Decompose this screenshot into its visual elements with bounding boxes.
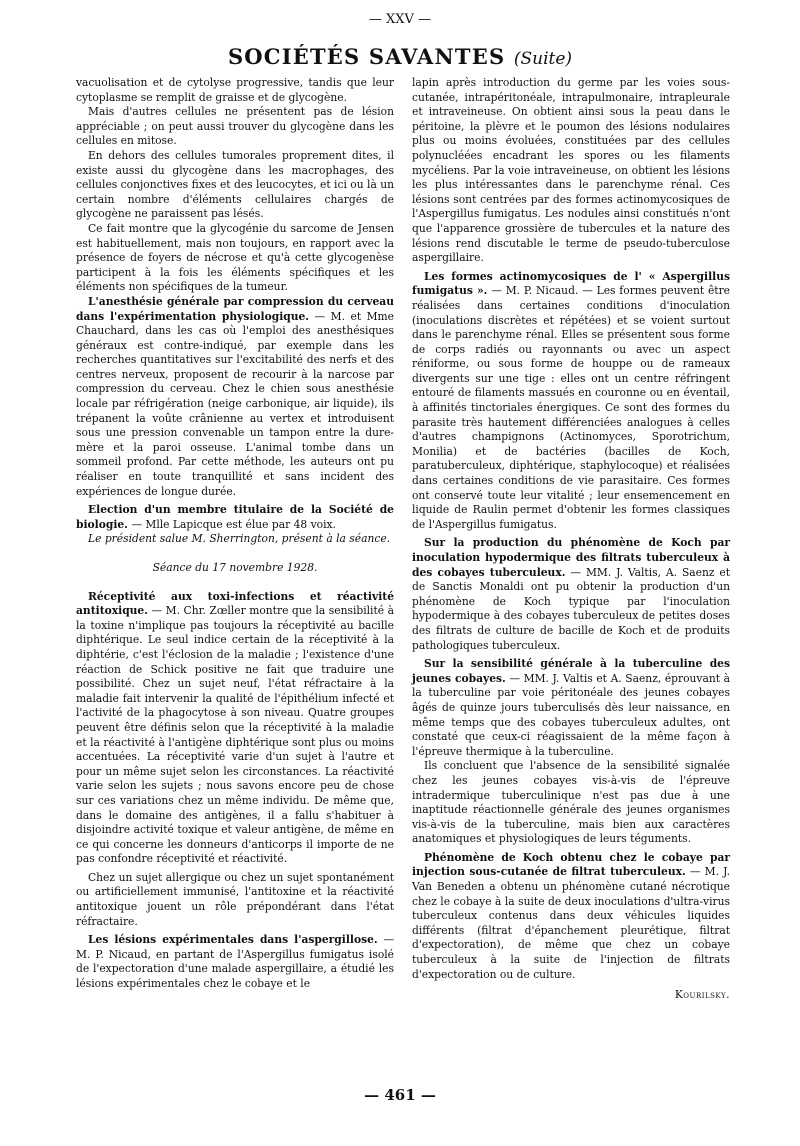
article-title: Les lésions expérimentales dans l'aspergillose. [88, 933, 378, 947]
article-paragraph [412, 657, 730, 759]
article-body: — M. et Mme Chauchard, dans les cas où l'emploi des anesthésiques généraux est contre-indiqué, par exemple dans les recherches quantitatives sur l'excitabilité des nerfs et des centres nerveux, proposent de recourir à la narcose par compression du cerveau. Chez le chien sous anesthésie locale par réfrigération (neige carbonique, air liquide), ils trépanent la voûte crânienne au vertex et introduisent sous une pression convenable un tampon entre la dure-mère et la paroi osseuse. L'animal tombe dans un sommeil profond. Par cette méthode, les auteurs ont pu réaliser en toute tranquillité et sans incident des expériences de longue durée. [76, 309, 394, 498]
article-body: — M. P. Nicaud. — Les formes peuvent être réalisées dans certaines conditions d'inoculation (inoculations discrètes et répétées) et se voient surtout dans le parenchyme rénal. Elles se présentent sous forme de corps radiés ou rayonnants ou avec un aspect réniforme, ou sous forme de houppe ou de rameaux divergents sur une tige : elles ont un centre réfringent entouré de filaments massués en couronne ou en éventail, à affinités tinctoriales énergiques. Ce sont des formes du parasite très hautement différenciées analogues à celles d'autres champignons (Actinomyces, Sporotrichum, Monilia) et de bactéries (bacilles de Koch, paratuberculeux, diphtérique, staphylocoque) et réalisées dans certaines conditions de vie parasitaire. Ces formes ont conservé toute leur vitalité ; leur ensemencement en liquide de Raulin permet d'obtenir les formes classiques de l'Aspergillus fumigatus. [412, 284, 730, 531]
article-body: — MM. J. Valtis, A. Saenz et de Sanctis Monaldi ont pu obtenir la production d'un phénomène de Koch typique par l'inoculation hypodermique à des cobayes tuberculeux de petites doses des filtrats de culture de bacille de Koch et de produits pathologiques tuberculeux. [412, 565, 731, 652]
article-title: Sur la production du phénomène de Koch par inoculation hypodermique des filtrats tuberculeux à des cobayes tuberculeux. [412, 536, 730, 579]
right-column [412, 76, 730, 1003]
article-paragraph [76, 590, 394, 867]
paragraph: Le président salue M. Sherrington, présent à la séance. [88, 532, 391, 546]
article-paragraph [76, 295, 394, 499]
page-title [0, 44, 800, 69]
article-title: Sur la sensibilité générale à la tuberculine des jeunes cobayes. [412, 657, 730, 685]
article-body: — MM. J. Valtis et A. Saenz, éprouvant à la tuberculine par voie péritonéale des jeunes cobayes âgés de quinze jours tuberculisés dès leur naissance, en même temps que des cobayes tuberculeux adultes, ont constaté que ceux-ci réagissaient de la même façon à l'épreuve thermique à la tuberculine. [412, 671, 730, 758]
signature: Kourilsky. [674, 988, 730, 1002]
paragraph: Ce fait montre que la glycogénie du sarcome de Jensen est habituellement, mais non toujours, en rapport avec la présence de foyers de nécrose et qu'à cette glycogenèse participent à la fois les éléments spécifiques et les éléments non spécifiques de la tumeur. [76, 221, 394, 294]
left-column [76, 76, 394, 992]
session-heading: Séance du 17 novembre 1928. [152, 561, 318, 574]
paragraph: Chez un sujet allergique ou chez un sujet spontanément ou artificiellement immunisé, l'antitoxine et la réactivité antitoxique jouent un rôle prépondérant dans l'état réfractaire. [76, 870, 394, 928]
page-number: — 461 — [364, 1086, 436, 1104]
paragraph: vacuolisation et de cytolyse progressive, tandis que leur cytoplasme se remplit de graisse et de glycogène. [76, 76, 394, 104]
article-paragraph [412, 270, 730, 533]
paragraph: lapin après introduction du germe par les voies sous-cutanée, intrapéritonéale, intrapulmonaire, intrapleurale et intraveineuse. On obtient ainsi sous la peau dans le péritoine, la plèvre et le poumon des lésions nodulaires plus ou moins évoluées, constituées par des cellules polynucléées encadrant les spores ou les filaments mycéliens. Par la voie intraveineuse, on obtient les lésions les plus intéressantes dans le parenchyme rénal. Ces lésions sont centrées par des formes actinomycosiques de l'Aspergillus fumigatus. Les nodules ainsi constitués n'ont que l'apparence grossière de tubercules et la nature des lésions rend discutable le terme de pseudo-tuberculose aspergillaire. [412, 76, 730, 265]
article-body: — M. P. Nicaud, en partant de l'Aspergillus fumigatus isolé de l'expectoration d'une malade aspergillaire, a étudié les lésions expérimentales chez le cobaye et le [76, 933, 394, 991]
article-title: L'anesthésie générale par compression du cerveau dans l'expérimentation physiologique. [76, 294, 394, 323]
article-title: Réceptivité aux toxi-infections et réactivité antitoxique. [76, 589, 394, 618]
paragraph: Ils concluent que l'absence de la sensibilité signalée chez les jeunes cobayes vis-à-vis de l'épreuve intradermique tuberculinique n'est pas due à une inaptitude réactionnelle générale des jeunes organismes vis-à-vis de la tuberculine, mais bien aux caractères anatomiques et physiologiques de leurs téguments. [412, 759, 730, 846]
article-title: Election d'un membre titulaire de la Société de biologie. [76, 503, 394, 531]
article-title: Phénomène de Koch obtenu chez le cobaye par injection sous-cutanée de filtrat tuberculeux. [412, 850, 730, 879]
header-roman-numeral: — XXV — [368, 12, 432, 27]
page-title-text: SOCIÉTÉS SAVANTES [227, 44, 506, 69]
article-body: — Mlle Lapicque est élue par 48 voix. [131, 517, 336, 531]
paragraph: En dehors des cellules tumorales proprement dites, il existe aussi du glycogène dans les macrophages, des cellules conjonctives fixes et des leucocytes, et ici ou là un certain nombre d'éléments cellulaires chargés de glycogène ne paraissent pas lésés. [76, 148, 394, 221]
article-body: — M. Chr. Zœller montre que la sensibilité à la toxine n'implique pas toujours la réceptivité au bacille diphtérique. Le seul indice certain de la réceptivité à la diphtérie, c'est l'éclosion de la maladie ; l'existence d'une réaction de Schick positive ne fait que traduire une possibilité. Chez un sujet neuf, l'état réfractaire à la maladie fait intervenir la qualité de l'épithélium infecté et l'activité de la phagocytose à son niveau. Quatre groupes peuvent être définis selon que la réceptivité à la maladie et la réactivité à l'antigène diphtérique sont plus ou moins accentuées. La réceptivité varie d'un sujet à l'autre et pour un même sujet selon les circonstances. La réactivité varie selon les sujets ; nous savons encore peu de chose sur ces variations chez un même individu. De même que, dans le domaine des antigènes, il a fallu s'habituer à disjoindre activité toxique et valeur antigène, de même en ce qui concerne les donneurs d'anticorps il importe de ne pas confondre réceptivité et réactivité. [76, 604, 394, 866]
page-title-suite: (Suite) [513, 49, 573, 69]
article-body: — M. J. Van Beneden a obtenu un phénomène cutané nécrotique chez le cobaye à la suite de deux inoculations d'ultra-virus tuberculeux contenus dans deux véhicules liquides différents (filtrat d'épanchement pleurétique, filtrat d'expectoration), de même que chez un cobaye tuberculeux à la suite de l'injection de filtrats d'expectoration ou de culture. [412, 865, 730, 981]
article-paragraph [76, 933, 394, 991]
article-paragraph [412, 536, 730, 653]
article-paragraph [76, 503, 394, 532]
paragraph: Mais d'autres cellules ne présentent pas de lésion appréciable ; on peut aussi trouver du glycogène dans les cellules en mitose. [76, 105, 394, 148]
article-paragraph [412, 851, 730, 982]
article-title: Les formes actinomycosiques de l' « Aspergillus fumigatus ». [412, 269, 730, 298]
